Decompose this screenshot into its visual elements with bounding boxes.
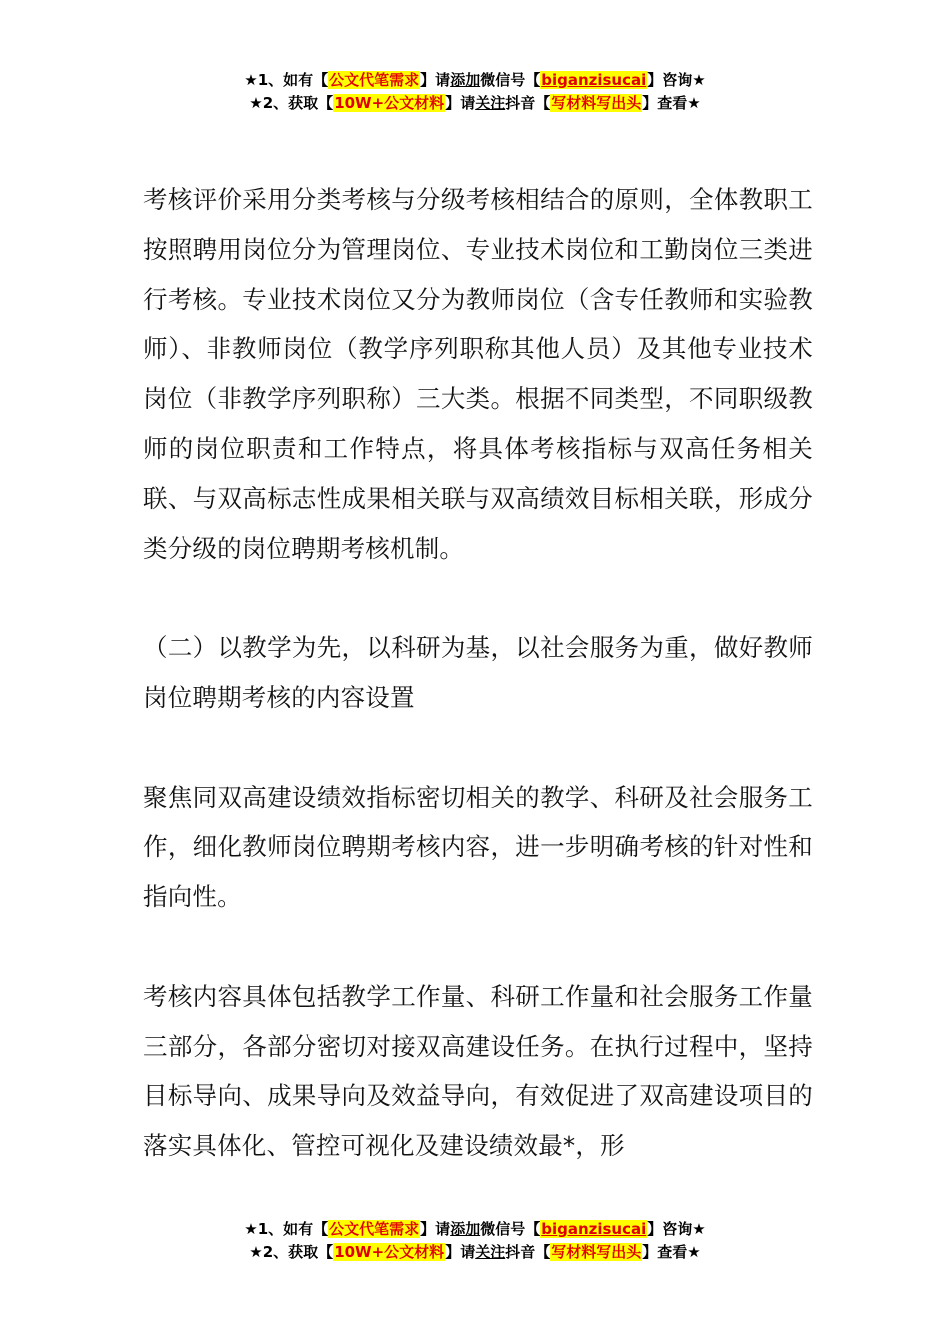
banner-highlight-materials: 10W+公文材料 [334,94,445,112]
banner-line-2: ★2、获取【10W+公文材料】请关注抖音【写材料写出头】查看★ [249,94,701,112]
document-body [143,175,813,1171]
footer-banner [0,1218,950,1264]
banner-highlight-douyin: 写材料写出头 [551,94,642,112]
footer-highlight-service: 公文代笔需求 [329,1220,420,1238]
banner-highlight-service: 公文代笔需求 [329,71,420,89]
wechat-id-link[interactable]: biganzisucai [541,71,647,89]
footer-highlight-materials: 10W+公文材料 [334,1243,445,1261]
paragraph-3: 考核内容具体包括教学工作量、科研工作量和社会服务工作量三部分，各部分密切对接双高建设任务。在执行过程中，坚持目标导向、成果导向及效益导向，有效促进了双高建设项目的落实具体化、管控可视化及建设绩效最*，形 [143,981,813,1161]
footer-banner-line-2: ★2、获取【10W+公文材料】请关注抖音【写材料写出头】查看★ [249,1243,701,1261]
header-banner [0,69,950,115]
footer-wechat-id-link[interactable]: biganzisucai [541,1220,647,1238]
paragraph-1: 考核评价采用分类考核与分级考核相结合的原则，全体教职工按照聘用岗位分为管理岗位、专业技术岗位和工勤岗位三类进行考核。专业技术岗位又分为教师岗位（含专任教师和实验教师）、非教师岗位（教学序列职称其他人员）及其他专业技术岗位（非教学序列职称）三大类。根据不同类型，不同职级教师的岗位职责和工作特点，将具体考核指标与双高任务相关联、与双高标志性成果相关联与双高绩效目标相关联，形成分类分级的岗位聘期考核机制。 [143,185,813,563]
footer-highlight-douyin: 写材料写出头 [551,1243,642,1261]
banner-line-1: ★1、如有【公文代笔需求】请添加微信号【biganzisucai】咨询★ [244,71,706,89]
paragraph-2: 聚焦同双高建设绩效指标密切相关的教学、科研及社会服务工作，细化教师岗位聘期考核内容，进一步明确考核的针对性和指向性。 [143,782,813,912]
footer-banner-line-1: ★1、如有【公文代笔需求】请添加微信号【biganzisucai】咨询★ [244,1220,706,1238]
section-heading-2: （二）以教学为先，以科研为基，以社会服务为重，做好教师岗位聘期考核的内容设置 [143,633,813,712]
